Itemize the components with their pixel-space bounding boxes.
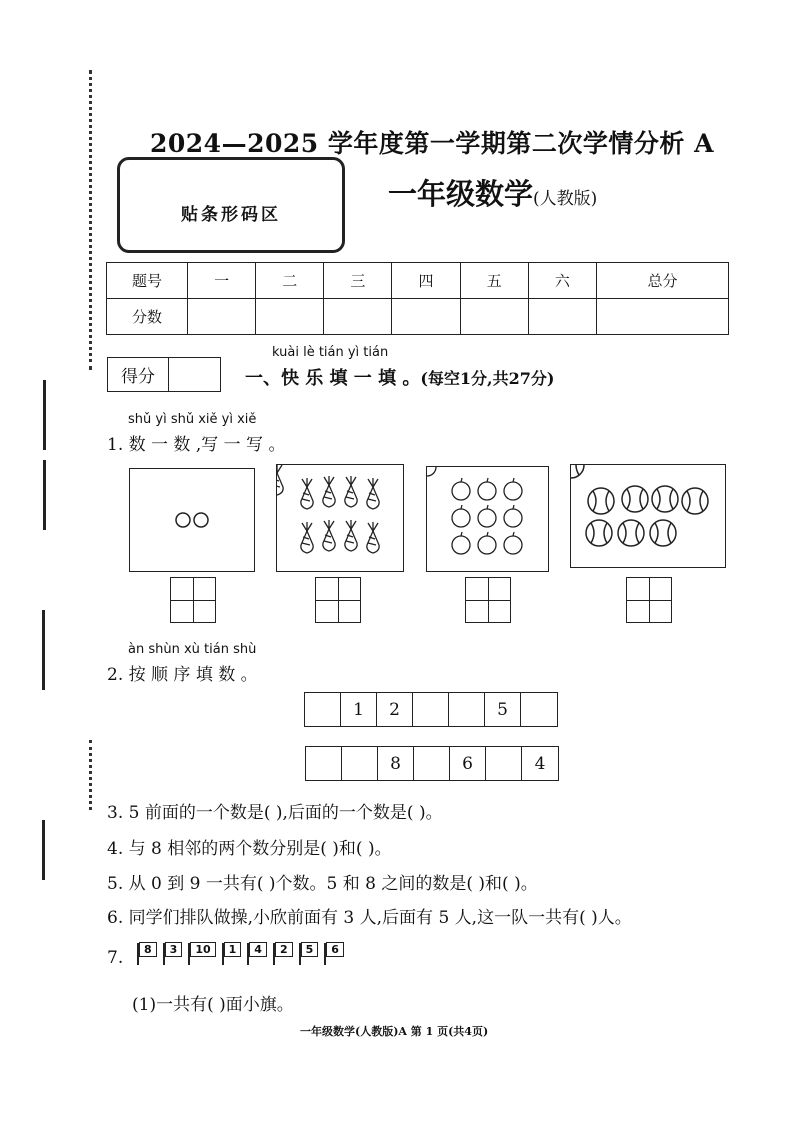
page-footer: 一年级数学(人教版)A 第 1 页(共4页) <box>300 1025 489 1038</box>
flag-number: 8 <box>139 942 157 957</box>
table-cell: 五 <box>460 263 528 299</box>
section-title-text: 一、快 乐 填 一 填 。 <box>245 368 421 389</box>
picture-box-circles <box>129 468 255 572</box>
flag-number: 10 <box>190 942 215 957</box>
table-cell: 四 <box>392 263 460 299</box>
flag-number: 4 <box>249 942 267 957</box>
flag-icon <box>222 942 242 965</box>
table-cell: 总分 <box>596 263 728 299</box>
answer-grid[interactable] <box>626 577 672 623</box>
sequence-cell[interactable] <box>305 693 341 726</box>
q7-sub1-text: (1)一共有( )面小旗。 <box>132 995 294 1015</box>
table-cell: 二 <box>256 263 324 299</box>
binding-margin-dots <box>89 740 92 810</box>
page-title: 2024—2025 学年度第一学期第二次学情分析 A <box>150 129 714 158</box>
flag-icon <box>324 942 344 965</box>
score-input-cell[interactable] <box>256 299 324 335</box>
sequence-cell: 8 <box>378 747 414 780</box>
barcode-label: 贴条形码区 <box>181 205 281 225</box>
q2-text: 2. 按 顺 序 填 数 。 <box>107 665 258 685</box>
sequence-cell: 4 <box>534 753 546 774</box>
subject-name: 一年级数学 <box>388 177 534 211</box>
sequence-cell: 6 <box>450 747 486 780</box>
table-row <box>107 299 729 335</box>
q6-text: 6. 同学们排队做操,小欣前面有 3 人,后面有 5 人,这一队一共有( )人。 <box>107 908 632 928</box>
picture-box-baseballs <box>570 464 726 568</box>
sequence-cell[interactable] <box>306 747 342 780</box>
flag-number: 6 <box>326 942 344 957</box>
sequence-cell[interactable] <box>413 693 449 726</box>
sequence-cell[interactable] <box>486 747 522 780</box>
flag-number: 5 <box>301 942 319 957</box>
section-title <box>245 364 554 390</box>
sequence-cell[interactable] <box>521 693 557 726</box>
flag-icon <box>299 942 319 965</box>
sequence-cell: 1 <box>341 693 377 726</box>
q3-text: 3. 5 前面的一个数是( ),后面的一个数是( )。 <box>107 803 443 823</box>
score-input-cell[interactable] <box>528 299 596 335</box>
answer-grid[interactable] <box>170 577 216 623</box>
carrot-icon <box>277 465 402 570</box>
sequence-cell: 2 <box>377 693 413 726</box>
score-box-label: 得分 <box>108 358 169 391</box>
q4-text: 4. 与 8 相邻的两个数分别是( )和( )。 <box>107 839 392 859</box>
sequence-cell[interactable] <box>449 693 485 726</box>
score-input-cell[interactable] <box>392 299 460 335</box>
section-note: (每空1分,共27分) <box>420 369 555 388</box>
binding-margin-bar <box>42 610 45 690</box>
baseball-icon <box>571 465 724 566</box>
table-cell: 三 <box>324 263 392 299</box>
table-cell: 六 <box>528 263 596 299</box>
q2-pinyin: àn shùn xù tián shù <box>128 642 257 657</box>
table-cell: 分数 <box>107 299 188 335</box>
score-table <box>106 262 729 335</box>
score-input-cell[interactable] <box>596 299 728 335</box>
score-input-cell[interactable] <box>324 299 392 335</box>
flag-number: 3 <box>165 942 183 957</box>
flag-icon <box>188 942 215 965</box>
picture-box-carrots <box>276 464 404 572</box>
flag-icon <box>137 942 157 965</box>
flag-icon <box>273 942 293 965</box>
apple-icon <box>427 467 547 570</box>
flag-number: 2 <box>275 942 293 957</box>
subject-title <box>388 172 597 213</box>
q7-label: 7. <box>107 948 124 968</box>
answer-grid[interactable] <box>465 577 511 623</box>
flag-row <box>137 942 350 965</box>
binding-margin-bar <box>43 460 46 530</box>
subject-edition: (人教版) <box>533 189 598 209</box>
binding-margin-dots <box>89 70 92 370</box>
sequence-cell[interactable] <box>342 747 378 780</box>
binding-margin-bar <box>42 820 45 880</box>
score-input-cell[interactable] <box>460 299 528 335</box>
circle-icon <box>130 469 253 570</box>
score-input-cell[interactable] <box>188 299 256 335</box>
table-cell: 一 <box>188 263 256 299</box>
q5-text: 5. 从 0 到 9 一共有( )个数。5 和 8 之间的数是( )和( )。 <box>107 874 538 894</box>
q1-pinyin: shǔ yì shǔ xiě yì xiě <box>128 412 257 427</box>
picture-box-apples <box>426 466 549 572</box>
flag-icon <box>163 942 183 965</box>
answer-grid[interactable] <box>315 577 361 623</box>
section-pinyin: kuài lè tián yì tián <box>272 345 389 360</box>
number-sequence-row <box>304 692 558 727</box>
binding-margin-bar <box>43 380 46 450</box>
q1-text: 1. 数 一 数 ,写 一 写 。 <box>107 435 286 455</box>
sequence-cell[interactable] <box>414 747 450 780</box>
table-row <box>107 263 729 299</box>
flag-number: 1 <box>224 942 242 957</box>
sequence-cell: 5 <box>485 693 521 726</box>
table-cell: 题号 <box>107 263 188 299</box>
barcode-area <box>117 157 345 253</box>
number-sequence-row <box>305 746 559 781</box>
score-box <box>107 357 221 392</box>
flag-icon <box>247 942 267 965</box>
